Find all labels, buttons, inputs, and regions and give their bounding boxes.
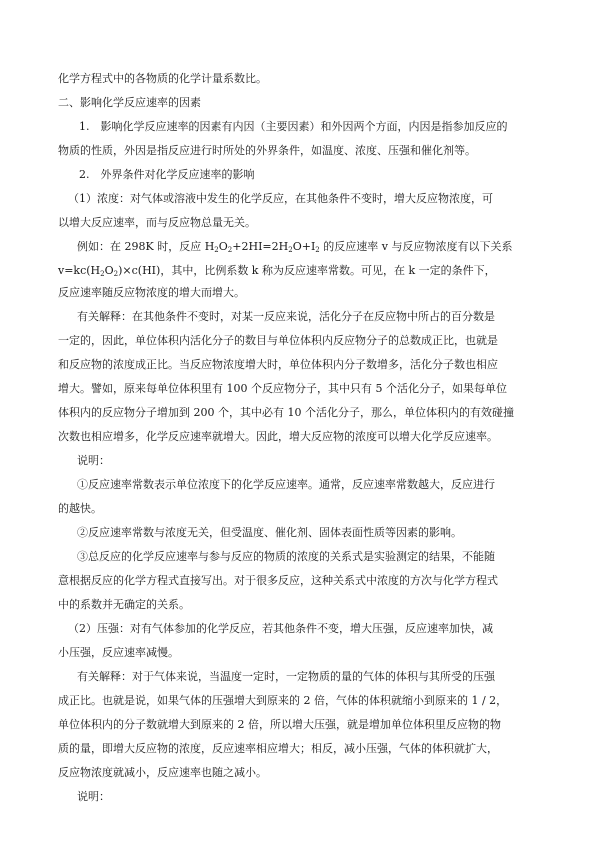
text-line: 成正比。也就是说，如果气体的压强增大到原来的 2 倍，气体的体积就缩小到原来的 1 / 2， xyxy=(58,694,508,707)
text-line: 体积内的反应物分子增加到 200 个，其中必有 10 个活化分子，那么，单位体积内的有效碰撞 xyxy=(58,406,514,419)
subsection-heading: 2. 外界条件对化学反应速率的影响 xyxy=(79,168,255,181)
text-line: 以增大反应速率，而与反应物总量无关。 xyxy=(58,216,256,229)
text-line: 化学方程式中的各物质的化学计量系数比。 xyxy=(58,72,267,85)
text-line: 增大。譬如，原来每单位体积里有 100 个反应物分子，其中只有 5 个活化分子，如果每单位 xyxy=(58,382,507,395)
text-line: 物质的性质，外因是指反应进行时所处的外界条件，如温度、浓度、压强和催化剂等。 xyxy=(58,144,476,157)
text-line: ③总反应的化学反应速率与参与反应的物质的浓度的关系式是实验测定的结果，不能随 xyxy=(77,550,495,563)
note-heading: 说明： xyxy=(77,454,110,467)
text-line: （2）压强：对有气体参加的化学反应，若其他条件不变，增大压强，反应速率加快，减 xyxy=(68,622,493,635)
text-line: 1. 影响化学反应速率的因素有内因（主要因素）和外因两个方面，内因是指参加反应的 xyxy=(79,120,508,133)
text-line: 一定的，因此，单位体积内活化分子的数目与单位体积内反应物分子的总数成正比，也就是 xyxy=(58,334,498,347)
text-line: $v=kc(H_2O_2)\times c(HI)$，其中，比例系数 k 称为反应速率常数。可见，在 k 一定的条件下， xyxy=(58,264,496,278)
text-line: 质的量，即增大反应物的浓度，反应速率相应增大；相反，减小压强，气体的体积就扩大， xyxy=(58,742,498,755)
section-heading: 二、影响化学反应速率的因素 xyxy=(58,96,201,109)
text-line: 单位体积内的分子数就增大到原来的 2 倍，所以增大压强，就是增加单位体积里反应物的物 xyxy=(58,718,501,731)
text-line: 有关解释：对于气体来说，当温度一定时，一定物质的量的气体的体积与其所受的压强 xyxy=(77,670,495,683)
text-line: 反应速率随反应物浓度的增大而增大。 xyxy=(58,286,245,299)
text-line: 例如：在 298K 时，反应 $H_2O_2+2HI=2H_2O+I_2$ 的反应速率 v 与反应物浓度有以下关系 xyxy=(77,240,513,254)
text-line: 小压强，反应速率减慢。 xyxy=(58,646,179,659)
text-line: 的越快。 xyxy=(58,502,102,515)
text-line: 有关解释：在其他条件不变时，对某一反应来说，活化分子在反应物中所占的百分数是 xyxy=(77,310,495,323)
text-line: （1）浓度：对气体或溶液中发生的化学反应，在其他条件不变时，增大反应物浓度，可 xyxy=(68,192,493,205)
text-line: ②反应速率常数与浓度无关，但受温度、催化剂、固体表面性质等因素的影响。 xyxy=(77,526,462,539)
note-heading: 说明： xyxy=(77,790,110,803)
text-line: 反应物浓度就减小，反应速率也随之减小。 xyxy=(58,766,267,779)
text-line: ①反应速率常数表示单位浓度下的化学反应速率。通常，反应速率常数越大，反应进行 xyxy=(77,478,495,491)
text-line: 次数也相应增多，化学反应速率就增大。因此，增大反应物的浓度可以增大化学反应速率。 xyxy=(58,430,498,443)
text-line: 意根据反应的化学方程式直接写出。对于很多反应，这种关系式中浓度的方次与化学方程式 xyxy=(58,574,498,587)
text-line: 中的系数并无确定的关系。 xyxy=(58,598,190,611)
text-line: 和反应物的浓度成正比。当反应物浓度增大时，单位体积内分子数增多，活化分子数也相应 xyxy=(58,358,498,371)
